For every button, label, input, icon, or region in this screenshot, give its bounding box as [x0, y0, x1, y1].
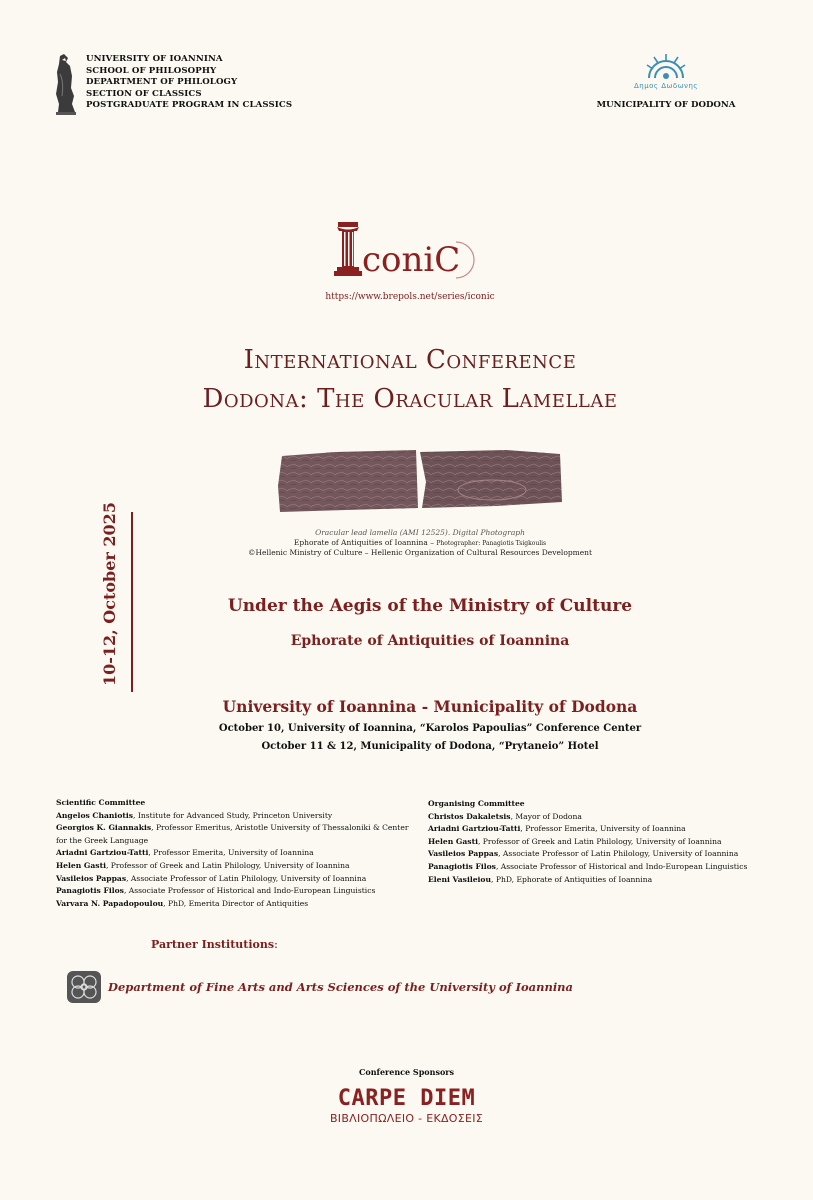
member-name: Varvara N. Papadopoulou [56, 898, 164, 908]
member-role: , Professor Emerita, University of Ioannina [520, 824, 686, 834]
university-line: UNIVERSITY OF IOANNINA [86, 54, 223, 64]
sponsor-subtitle: ΒΙΒΛΙΟΠΩΛΕΙΟ - ΕΚΔΟΣΕΙΣ [329, 1112, 484, 1125]
committee-member [428, 836, 768, 849]
member-name: Helen Gasti [428, 836, 478, 846]
municipality-logo-icon [641, 50, 691, 82]
fine-arts-logo-icon [66, 970, 102, 1004]
school-line: SCHOOL OF PHILOSOPHY [86, 65, 217, 76]
iconic-logo-text: coniC [362, 240, 461, 280]
member-name: Ariadni Gartziou-Tatti [428, 824, 521, 834]
scientific-committee [56, 797, 411, 910]
department-line: DEPARTMENT OF PHILOLOGY [86, 77, 238, 88]
caption-photographer: Photographer: Panagiotis Tsigkoulis [436, 540, 547, 547]
aegis-line: Under the Aegis of the Ministry of Culture [227, 596, 633, 616]
image-caption-copyright: ©Hellenic Ministry of Culture – Hellenic Organization of Cultural Resources Development [247, 548, 593, 557]
venue-day1: October 10, University of Ioannina, “Karolos Papoulias” Conference Center [218, 723, 642, 734]
conference-title: International Conference [243, 345, 577, 375]
program-line: POSTGRADUATE PROGRAM IN CLASSICS [86, 100, 293, 111]
partners-heading [151, 938, 278, 951]
owl-emblem-icon [50, 52, 82, 116]
municipality-name: MUNICIPALITY OF DODONA [596, 100, 736, 110]
member-name: Helen Gasti [56, 860, 106, 870]
member-name: Eleni Vasileiou [428, 874, 492, 884]
ephorate-line: Ephorate of Antiquities of Ioannina [290, 633, 570, 649]
member-role: , Professor of Greek and Latin Philology, University of Ioannina [477, 836, 722, 846]
committee-member [56, 847, 411, 860]
committee-member [56, 885, 411, 898]
logo-arc-icon [448, 238, 488, 282]
member-role: , Associate Professor of Latin Philology, University of Ioannina [498, 849, 739, 859]
vertical-date [74, 502, 134, 690]
committee-member [56, 822, 411, 847]
university-header [50, 52, 350, 122]
member-role: , Professor Emeritus, Aristotle University of Thessaloniki & Center for the Greek Language [56, 823, 409, 845]
committee-member [428, 823, 768, 836]
member-name: Angelos Chaniotis [56, 810, 134, 820]
committee-member [428, 861, 768, 874]
member-role: , PhD, Ephorate of Antiquities of Ioannina [491, 874, 653, 884]
municipality-header [586, 50, 746, 120]
member-name: Georgios K. Giannakis [56, 823, 152, 833]
member-role: , PhD, Emerita Director of Antiquities [163, 898, 309, 908]
member-name: Panagiotis Filos [56, 886, 124, 896]
committee-member [56, 873, 411, 886]
caption-ephorate: Ephorate of Antiquities of Ioannina – [293, 538, 437, 547]
member-role: , Institute for Advanced Study, Princeton University [133, 810, 333, 820]
member-name: Vasileios Pappas [56, 873, 127, 883]
scientific-committee-heading: Scientific Committee [56, 798, 146, 807]
committee-member [428, 848, 768, 861]
member-name: Vasileios Pappas [428, 849, 499, 859]
member-name: Panagiotis Filos [428, 861, 496, 871]
university-lines [86, 54, 292, 112]
conference-subtitle: Dodona: The Oracular Lamellae [202, 384, 618, 414]
section-line: SECTION OF CLASSICS [86, 88, 202, 99]
member-role: , Associate Professor of Historical and Indo-European Linguistics [495, 861, 748, 871]
committee-member [428, 811, 768, 824]
organising-committee [428, 798, 768, 886]
conference-dates: 10-12, October 2025 [100, 502, 119, 686]
series-url[interactable]: https://www.brepols.net/series/iconic [325, 292, 495, 302]
member-role: , Mayor of Dodona [510, 811, 582, 821]
venue-day2-3: October 11 & 12, Municipality of Dodona, “Prytaneio” Hotel [261, 741, 599, 752]
sponsor-name: CARPE DIEM [337, 1086, 476, 1111]
date-divider [131, 512, 133, 692]
member-name: Ariadni Gartziou-Tatti [56, 848, 149, 858]
committee-member [56, 810, 411, 823]
organising-committee-heading: Organising Committee [428, 799, 525, 808]
image-caption-title: Oracular lead lamella (AMI 12525). Digital Photograph [315, 528, 525, 537]
member-role: , Associate Professor of Historical and Indo-European Linguistics [123, 886, 376, 896]
committee-member [428, 874, 768, 887]
member-role: , Associate Professor of Latin Philology, University of Ioannina [126, 873, 367, 883]
member-role: , Professor Emerita, University of Ioannina [148, 848, 314, 858]
municipality-greek-name: Δημος Δωδωνης [633, 82, 699, 90]
lead-lamella-image [276, 446, 564, 516]
organizers-line: University of Ioannina - Municipality of Dodona [222, 697, 638, 716]
partners-heading-text: Partner Institutions [151, 938, 275, 951]
committee-member [56, 860, 411, 873]
member-name: Christos Dakaletsis [428, 811, 511, 821]
partners-heading-colon: : [274, 938, 278, 951]
partner-institution: Department of Fine Arts and Arts Sciences of the University of Ioannina [108, 980, 573, 994]
committee-member [56, 898, 411, 911]
iconic-logo [330, 218, 490, 288]
member-role: , Professor of Greek and Latin Philology, University of Ioannina [105, 860, 350, 870]
sponsors-heading: Conference Sponsors [359, 1067, 454, 1077]
